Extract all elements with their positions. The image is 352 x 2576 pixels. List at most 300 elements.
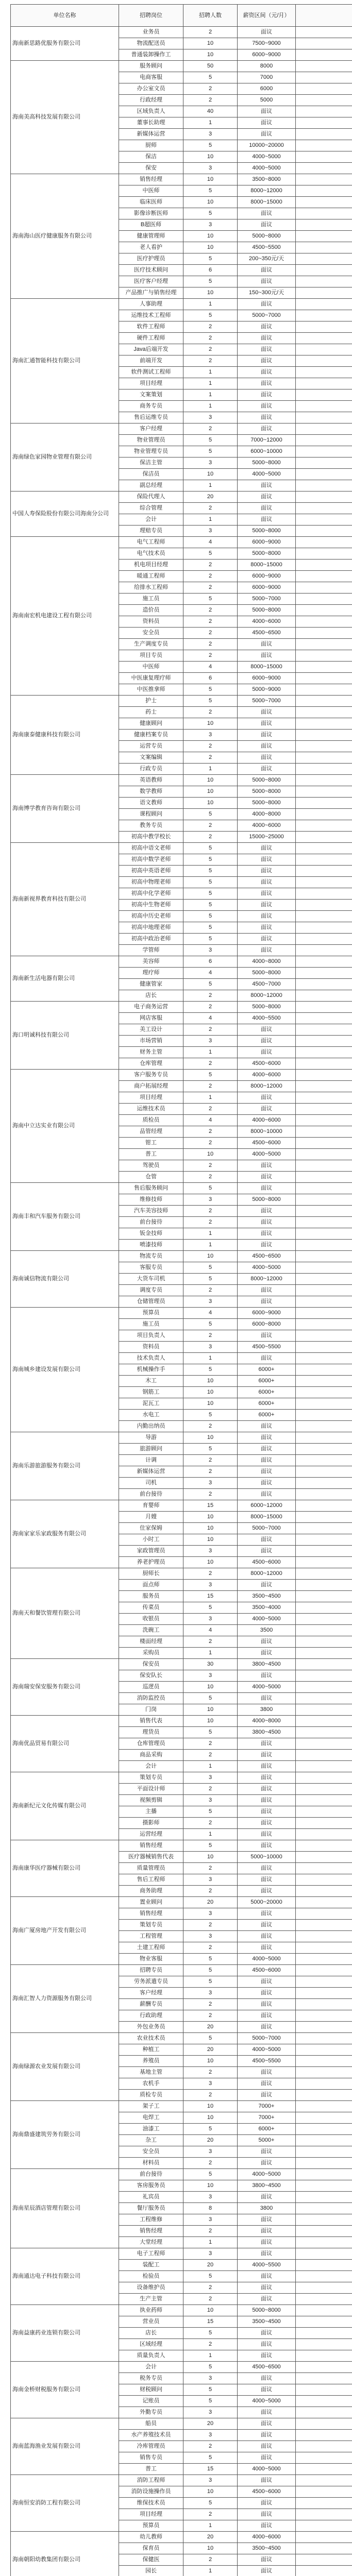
count-cell: 5 [183,2271,238,2282]
extra-cell [296,1002,352,1013]
salary-cell: 5000~8000 [238,231,296,242]
position-cell: Java后端开发 [119,344,183,355]
count-cell: 2 [183,1863,238,1874]
position-cell: 会计 [119,2362,183,2373]
extra-cell [296,1036,352,1047]
position-cell: 项目负责人 [119,1330,183,1342]
extra-cell [296,2226,352,2237]
salary-cell: 面议 [238,1546,296,1557]
count-cell: 3 [183,457,238,469]
salary-cell: 面议 [238,117,296,129]
count-cell: 2 [183,605,238,616]
salary-cell: 面议 [238,888,296,900]
position-cell: 导游 [119,1432,183,1444]
salary-cell: 4000~5000 [238,469,296,480]
position-cell: 项目经理 [119,2509,183,2520]
extra-cell [296,1806,352,1818]
position-cell: 工程维修 [119,2214,183,2226]
salary-cell: 面议 [238,2373,296,2384]
count-cell: 5 [183,877,238,888]
extra-cell [296,480,352,492]
salary-cell: 5000~20000 [238,1897,296,1908]
extra-cell [296,1818,352,1829]
salary-cell: 5000~8000 [238,526,296,537]
extra-cell [296,968,352,979]
extra-cell [296,129,352,140]
extra-cell [296,27,352,38]
position-cell: 电焊工 [119,2112,183,2124]
salary-cell: 面议 [238,27,296,38]
extra-cell [296,1931,352,1942]
salary-cell: 面议 [238,1217,296,1228]
salary-cell: 5000~8000 [238,605,296,616]
extra-cell [296,1364,352,1376]
count-cell: 3 [183,526,238,537]
extra-cell [296,684,352,696]
position-cell: 物业管理员 [119,435,183,446]
extra-cell [296,2498,352,2509]
salary-cell: 7000+ [238,2101,296,2112]
position-cell: 传菜员 [119,1602,183,1614]
salary-cell: 4500~6000 [238,1058,296,1070]
salary-cell: 4500~6000 [238,1138,296,1149]
count-cell: 3 [183,2078,238,2090]
salary-cell: 4000~5000 [238,1682,296,1693]
salary-cell: 4500~5500 [238,242,296,253]
salary-cell: 面议 [238,1999,296,2010]
count-cell: 5 [183,696,238,707]
position-cell: 农业技术员 [119,2033,183,2044]
company-name: 海南家家乐家政服务有限公司 [11,1500,119,1568]
count-cell: 5 [183,900,238,911]
extra-cell [296,355,352,367]
count-cell: 5 [183,1954,238,1965]
position-cell: 仓库管理员 [119,1738,183,1750]
position-cell: 机械操作手 [119,1364,183,1376]
position-cell: 商户拓展经理 [119,1081,183,1092]
salary-cell: 面议 [238,1183,296,1194]
position-cell: 客服专员 [119,1262,183,1274]
extra-cell [296,2339,352,2350]
extra-cell [296,1704,352,1716]
position-cell: 内勤出纳员 [119,1421,183,1432]
table-row [11,2101,352,2112]
salary-cell: 面议 [238,2498,296,2509]
position-cell: 行政助理 [119,2010,183,2022]
count-cell: 2 [183,639,238,650]
count-cell: 5 [183,1976,238,1988]
count-cell: 2 [183,1750,238,1761]
salary-cell: 4000~6000 [238,616,296,628]
count-cell: 3 [183,1874,238,1886]
extra-cell [296,1206,352,1217]
extra-cell [296,956,352,968]
count-cell: 1 [183,2566,238,2576]
position-cell: 礼宾员 [119,2192,183,2203]
salary-cell: 8000~15000 [238,662,296,673]
count-cell: 2 [183,2090,238,2101]
position-cell: 文案策划 [119,389,183,401]
extra-cell [296,1432,352,1444]
position-cell: 薪酬专员 [119,1999,183,2010]
extra-cell [296,1591,352,1602]
company-name: 海南康泰健康科技有限公司 [11,696,119,775]
count-cell: 5 [183,594,238,605]
count-cell: 10 [183,798,238,809]
salary-cell: 面议 [238,1160,296,1172]
position-cell: 理货员 [119,1727,183,1738]
salary-cell: 面议 [238,1988,296,1999]
extra-cell [296,446,352,457]
position-cell: 育婴师 [119,1500,183,1512]
position-cell: 项目经理 [119,1092,183,1104]
salary-cell: 3800~4500 [238,1659,296,1670]
count-cell: 3 [183,1546,238,1557]
salary-cell: 4500~6500 [238,1251,296,1262]
count-cell: 3 [183,1614,238,1625]
table-row [11,1183,352,1194]
salary-cell: 面议 [238,1455,296,1466]
count-cell: 3 [183,2214,238,2226]
table-row [11,775,352,786]
salary-cell: 面议 [238,2067,296,2078]
position-cell: 人事助理 [119,299,183,310]
position-cell: 计调 [119,1455,183,1466]
position-cell: 运维技术员 [119,1104,183,1115]
extra-cell [296,526,352,537]
extra-cell [296,2203,352,2214]
salary-cell: 6000+ [238,1410,296,1421]
count-cell: 2 [183,1421,238,1432]
extra-cell [296,1285,352,1296]
salary-cell: 5000~7000 [238,310,296,321]
count-cell: 10 [183,38,238,49]
count-cell: 3 [183,219,238,231]
extra-cell [296,2418,352,2430]
count-cell: 3 [183,1772,238,1784]
position-cell: 理赔专员 [119,526,183,537]
count-cell: 10 [183,174,238,185]
company-name: 海南新思路优服务有限公司 [11,27,119,61]
extra-cell [296,503,352,514]
extra-cell [296,1954,352,1965]
company-name: 海南中立达实业有限公司 [11,1070,119,1183]
table-row [11,1716,352,1727]
salary-cell: 面议 [238,129,296,140]
salary-cell: 3800 [238,1704,296,1716]
position-cell: 会计 [119,514,183,526]
position-cell: 技术负责人 [119,1353,183,1364]
position-cell: 厨师长 [119,1568,183,1580]
count-cell: 2 [183,571,238,582]
position-cell: 初高中语文老师 [119,843,183,854]
salary-cell: 面议 [238,1478,296,1489]
position-cell: 前台接待 [119,1489,183,1500]
salary-cell: 面议 [238,514,296,526]
salary-cell: 面议 [238,1829,296,1840]
position-cell: 采购员 [119,1648,183,1659]
salary-cell: 5000~8000 [238,786,296,798]
extra-cell [296,1489,352,1500]
salary-cell: 4000~8000 [238,956,296,968]
salary-cell: 面议 [238,922,296,934]
position-cell: 保洁 [119,151,183,163]
salary-cell: 面议 [238,2384,296,2396]
position-cell: 厨师 [119,140,183,151]
salary-cell: 4000~6000 [238,2532,296,2543]
table-row [11,956,352,968]
extra-cell [296,1988,352,1999]
position-cell: 司机 [119,1478,183,1489]
salary-cell: 面议 [238,854,296,866]
position-cell: 中医康复理疗师 [119,673,183,684]
extra-cell [296,2237,352,2248]
extra-cell [296,1602,352,1614]
extra-cell [296,1625,352,1636]
extra-cell [296,1172,352,1183]
position-cell: 医疗器械销售代表 [119,1852,183,1863]
extra-cell [296,1138,352,1149]
salary-cell: 3800~4500 [238,2180,296,2192]
extra-cell [296,163,352,174]
salary-cell: 3500~4500 [238,1591,296,1602]
table-row [11,1308,352,1319]
position-cell: 软件工程师 [119,321,183,333]
header-extra [296,5,352,27]
position-cell: 运营专员 [119,741,183,752]
count-cell: 5 [183,1840,238,1852]
count-cell: 2 [183,820,238,832]
count-cell: 2 [183,2226,238,2237]
salary-cell: 4000~5000 [238,1149,296,1160]
count-cell: 2 [183,1999,238,2010]
salary-cell: 4000~6000 [238,1070,296,1081]
extra-cell [296,1829,352,1840]
salary-cell: 面议 [238,752,296,764]
position-cell: 保洁员 [119,469,183,480]
position-cell: 物流配送员 [119,38,183,49]
extra-cell [296,1512,352,1523]
table-row [11,492,352,503]
count-cell: 20 [183,2135,238,2146]
position-cell: 普工 [119,1149,183,1160]
extra-cell [296,231,352,242]
extra-cell [296,140,352,151]
extra-cell [296,1308,352,1319]
salary-cell: 面议 [238,2328,296,2339]
count-cell: 3 [183,1908,238,1920]
company-name: 海南诚信物流有限公司 [11,1251,119,1308]
salary-cell: 4000~5500 [238,2260,296,2271]
salary-cell: 面议 [238,355,296,367]
extra-cell [296,2362,352,2373]
salary-cell: 5000 [238,95,296,106]
job-table [10,4,352,2576]
table-row [11,2532,352,2543]
table-row [11,843,352,854]
extra-cell [296,1387,352,1398]
position-cell: 运维技术工程师 [119,310,183,321]
position-cell: 董事长助理 [119,117,183,129]
extra-cell [296,1784,352,1795]
count-cell: 2 [183,1217,238,1228]
position-cell: 客房服务员 [119,2180,183,2192]
position-cell: 养老护理员 [119,1557,183,1568]
position-cell: 前台接待 [119,1217,183,1228]
table-row [11,1500,352,1512]
count-cell: 2 [183,2554,238,2566]
position-cell: 大货车司机 [119,1274,183,1285]
extra-cell [296,1013,352,1024]
position-cell: 钣金技师 [119,1228,183,1240]
extra-cell [296,1534,352,1546]
extra-cell [296,367,352,378]
position-cell: 家政管理员 [119,1546,183,1557]
extra-cell [296,1648,352,1659]
position-cell: 区域经理 [119,2339,183,2350]
position-cell: 汽车美容技师 [119,1206,183,1217]
company-name: 海南蓝海渔业发展有限公司 [11,2418,119,2475]
count-cell: 5 [183,684,238,696]
salary-cell: 10000~20000 [238,140,296,151]
extra-cell [296,1942,352,1954]
count-cell: 5 [183,185,238,197]
extra-cell [296,548,352,560]
salary-cell: 5000~7000 [238,1523,296,1534]
extra-cell [296,2056,352,2067]
salary-cell: 3500~4500 [238,2543,296,2554]
extra-cell [296,2294,352,2305]
salary-cell: 3500~8000 [238,174,296,185]
extra-cell [296,1750,352,1761]
extra-cell [296,2135,352,2146]
extra-cell [296,650,352,662]
position-cell: 油漆工 [119,2124,183,2135]
salary-cell: 面议 [238,1466,296,1478]
count-cell: 3 [183,129,238,140]
extra-cell [296,2452,352,2464]
salary-cell: 面议 [238,2237,296,2248]
position-cell: 服务员 [119,1591,183,1602]
count-cell: 5 [183,276,238,287]
position-cell: 视频剪辑 [119,1795,183,1806]
salary-cell: 4000~5500 [238,1013,296,1024]
position-cell: 装配工 [119,2260,183,2271]
extra-cell [296,1274,352,1285]
count-cell: 2 [183,2339,238,2350]
count-cell: 5 [183,1693,238,1704]
position-cell: 影像诊断医师 [119,208,183,219]
extra-cell [296,1228,352,1240]
position-cell: 资料员 [119,1342,183,1353]
position-cell: 英语教师 [119,775,183,786]
extra-cell [296,1523,352,1534]
count-cell: 5 [183,854,238,866]
salary-cell: 5000~7000 [238,594,296,605]
position-cell: 质量管理员 [119,1863,183,1874]
extra-cell [296,106,352,117]
position-cell: 初高中化学老师 [119,888,183,900]
position-cell: 种植工 [119,2044,183,2056]
position-cell: 会计 [119,1761,183,1772]
salary-cell: 面议 [238,1920,296,1931]
extra-cell [296,1920,352,1931]
count-cell: 1 [183,1829,238,1840]
header-company: 单位名称 [11,5,119,27]
salary-cell: 4000~6000 [238,1115,296,1126]
count-cell: 5 [183,1183,238,1194]
extra-cell [296,537,352,548]
count-cell: 1 [183,378,238,389]
count-cell: 3 [183,2192,238,2203]
salary-cell: 5000~8000 [238,775,296,786]
job-table-body [11,27,352,2576]
position-cell: 物业客服 [119,1954,183,1965]
count-cell: 10 [183,151,238,163]
salary-cell: 面议 [238,480,296,492]
extra-cell [296,1568,352,1580]
count-cell: 2 [183,990,238,1002]
count-cell: 4 [183,968,238,979]
extra-cell [296,605,352,616]
extra-cell [296,1251,352,1262]
position-cell: 销售经理 [119,1840,183,1852]
salary-cell: 面议 [238,2192,296,2203]
count-cell: 10 [183,786,238,798]
salary-cell: 面议 [238,1693,296,1704]
position-cell: B超医师 [119,219,183,231]
extra-cell [296,707,352,718]
count-cell: 5 [183,922,238,934]
position-cell: 保洁主管 [119,457,183,469]
salary-cell: 面议 [238,423,296,435]
position-cell: 设备维护员 [119,2282,183,2294]
position-cell: 住家保姆 [119,1523,183,1534]
salary-cell: 面议 [238,1772,296,1784]
position-cell: 区域负责人 [119,106,183,117]
count-cell: 10 [183,2112,238,2124]
position-cell: 保安 [119,163,183,174]
extra-cell [296,1614,352,1625]
extra-cell [296,1104,352,1115]
position-cell: 外包业务员 [119,2022,183,2033]
extra-cell [296,1478,352,1489]
salary-cell: 面议 [238,1908,296,1920]
salary-cell: 5000+ [238,2135,296,2146]
count-cell: 3 [183,1580,238,1591]
extra-cell [296,696,352,707]
extra-cell [296,2520,352,2532]
count-cell: 3 [183,2407,238,2418]
count-cell: 2 [183,344,238,355]
count-cell: 15 [183,2316,238,2328]
position-cell: 楼面经理 [119,1636,183,1648]
count-cell: 1 [183,117,238,129]
extra-cell [296,582,352,594]
company-name: 海南优品贸易有限公司 [11,1716,119,1772]
salary-cell: 面议 [238,707,296,718]
position-cell: 机电项目经理 [119,560,183,571]
salary-cell: 6000~9000 [238,537,296,548]
salary-cell: 面议 [238,741,296,752]
count-cell: 2 [183,1784,238,1795]
company-name: 海南朝阳幼教集团有限公司 [11,2532,119,2576]
count-cell: 3 [183,2146,238,2158]
table-row [11,2418,352,2430]
count-cell: 5 [183,2328,238,2339]
position-cell: 售后工程师 [119,1874,183,1886]
extra-cell [296,435,352,446]
